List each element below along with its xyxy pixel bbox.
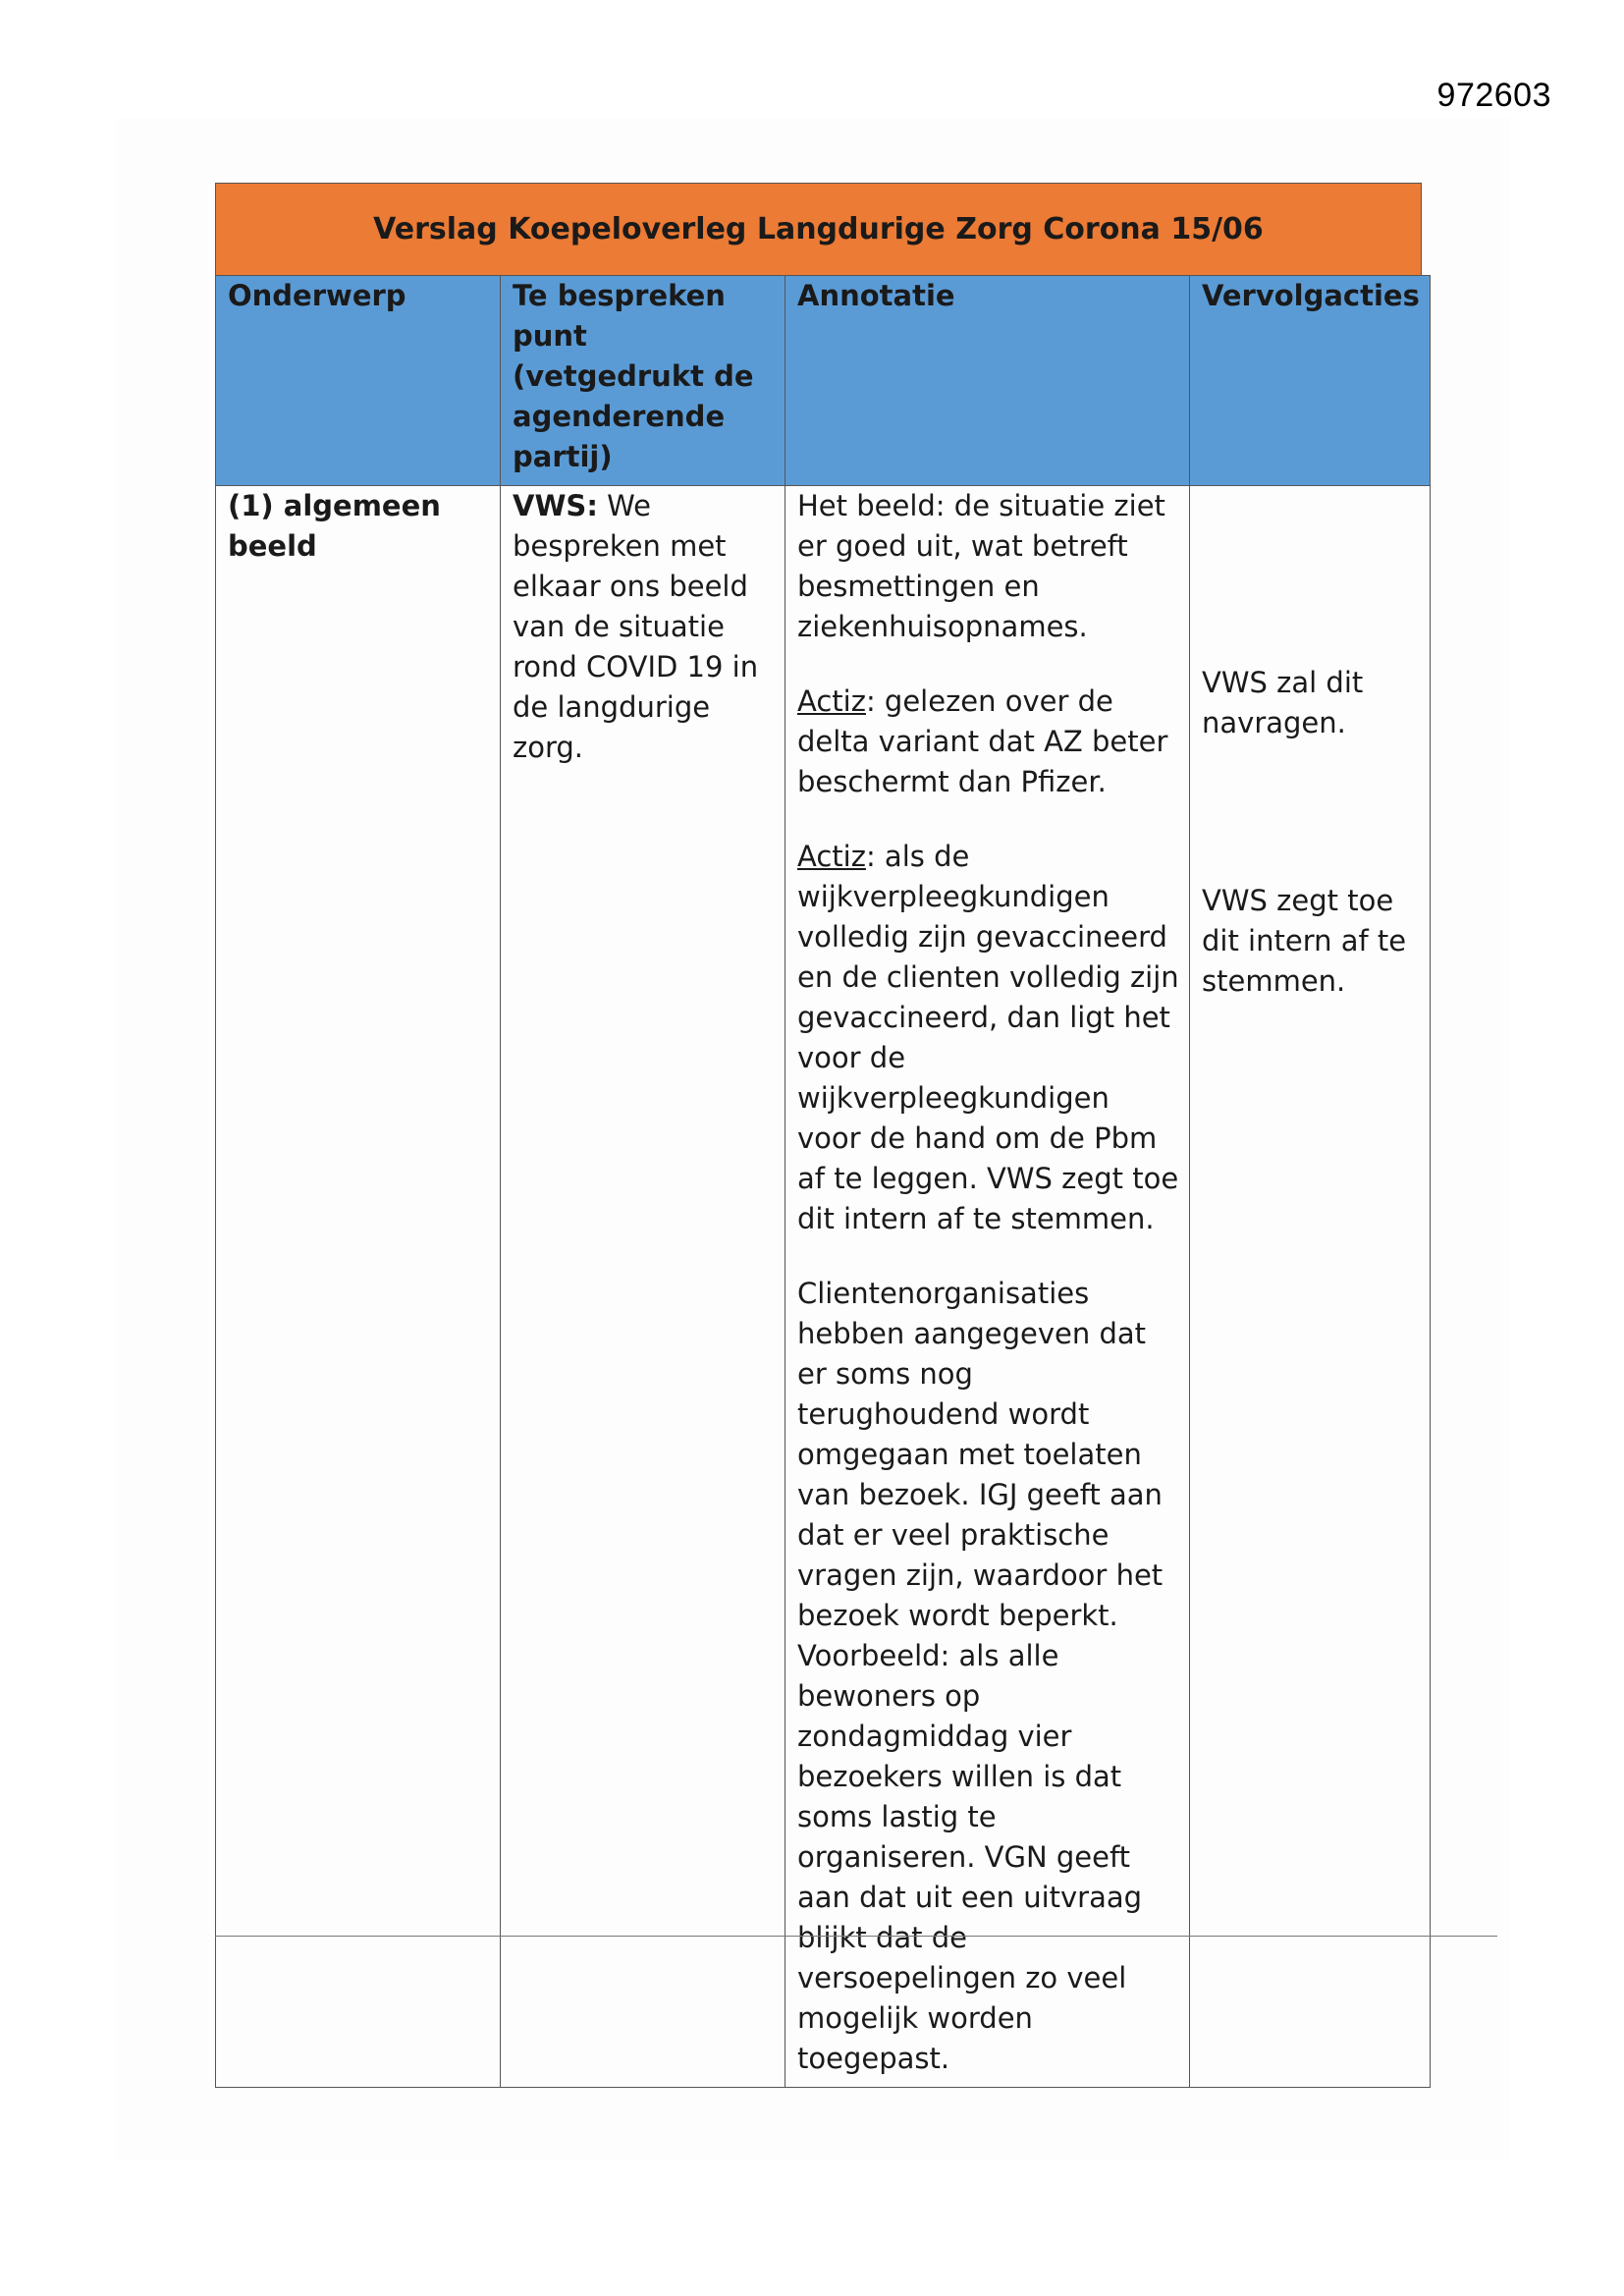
- header-vervolgacties: Vervolgacties: [1190, 276, 1431, 486]
- cell-punt: [501, 486, 785, 2088]
- header-row: [216, 276, 1431, 486]
- punt-text: We bespreken met elkaar ons beeld van de situatie rond COVID 19 in de langdurige zorg.: [513, 489, 759, 764]
- table-title: Verslag Koepeloverleg Langdurige Zorg Corona 15/06: [215, 183, 1422, 275]
- header-punt: Te bespreken punt (vetgedrukt de agenderende partij): [501, 276, 785, 486]
- annotation-paragraph: [797, 682, 1179, 802]
- annotation-text: : gelezen over de delta variant dat AZ beter beschermt dan Pfizer.: [797, 684, 1168, 798]
- follow-up-action: VWS zegt toe dit intern af te stemmen.: [1202, 884, 1407, 998]
- table-row: [216, 486, 1431, 2088]
- annotation-paragraph: Clientenorganisaties hebben aangegeven dat er soms nog terughoudend wordt omgegaan met toelaten van bezoek. IGJ geeft aan dat er veel praktische vragen zijn, waardoor het bezoek wordt beperkt. Voorbeeld: als alle bewoners op zondagmiddag vier bezoekers willen is dat soms lastig te organiseren. VGN geeft aan dat uit een uitvraag blijkt dat de versoepelingen zo veel mogelijk worden toegepast.: [797, 1277, 1164, 2075]
- document-number: 972603: [1436, 77, 1551, 114]
- minutes-table: [215, 183, 1431, 2088]
- follow-up-action: VWS zal dit navragen.: [1202, 666, 1364, 739]
- cell-onderwerp: (1) algemeen beeld: [216, 486, 501, 2088]
- cell-vervolgacties: [1190, 486, 1431, 2088]
- annotation-text: : als de wijkverpleegkundigen volledig zijn gevaccineerd en de clienten volledig zijn gevaccineerd, dan ligt het voor de wijkverpleegkundigen voor de hand om de Pbm af te leggen. VWS zegt toe dit intern af te stemmen.: [797, 840, 1179, 1235]
- party-label: Actiz: [797, 840, 866, 873]
- annotation-paragraph: [797, 837, 1179, 1239]
- table-bottom-rule: [215, 1936, 1497, 1937]
- agenda-table: [215, 275, 1431, 2088]
- party-label: VWS:: [513, 489, 598, 522]
- party-label: Actiz: [797, 684, 866, 718]
- header-onderwerp: Onderwerp: [216, 276, 501, 486]
- cell-annotatie: [785, 486, 1190, 2088]
- annotation-paragraph: Het beeld: de situatie ziet er goed uit, wat betreft besmettingen en ziekenhuisopnames.: [797, 489, 1165, 643]
- header-annotatie: Annotatie: [785, 276, 1190, 486]
